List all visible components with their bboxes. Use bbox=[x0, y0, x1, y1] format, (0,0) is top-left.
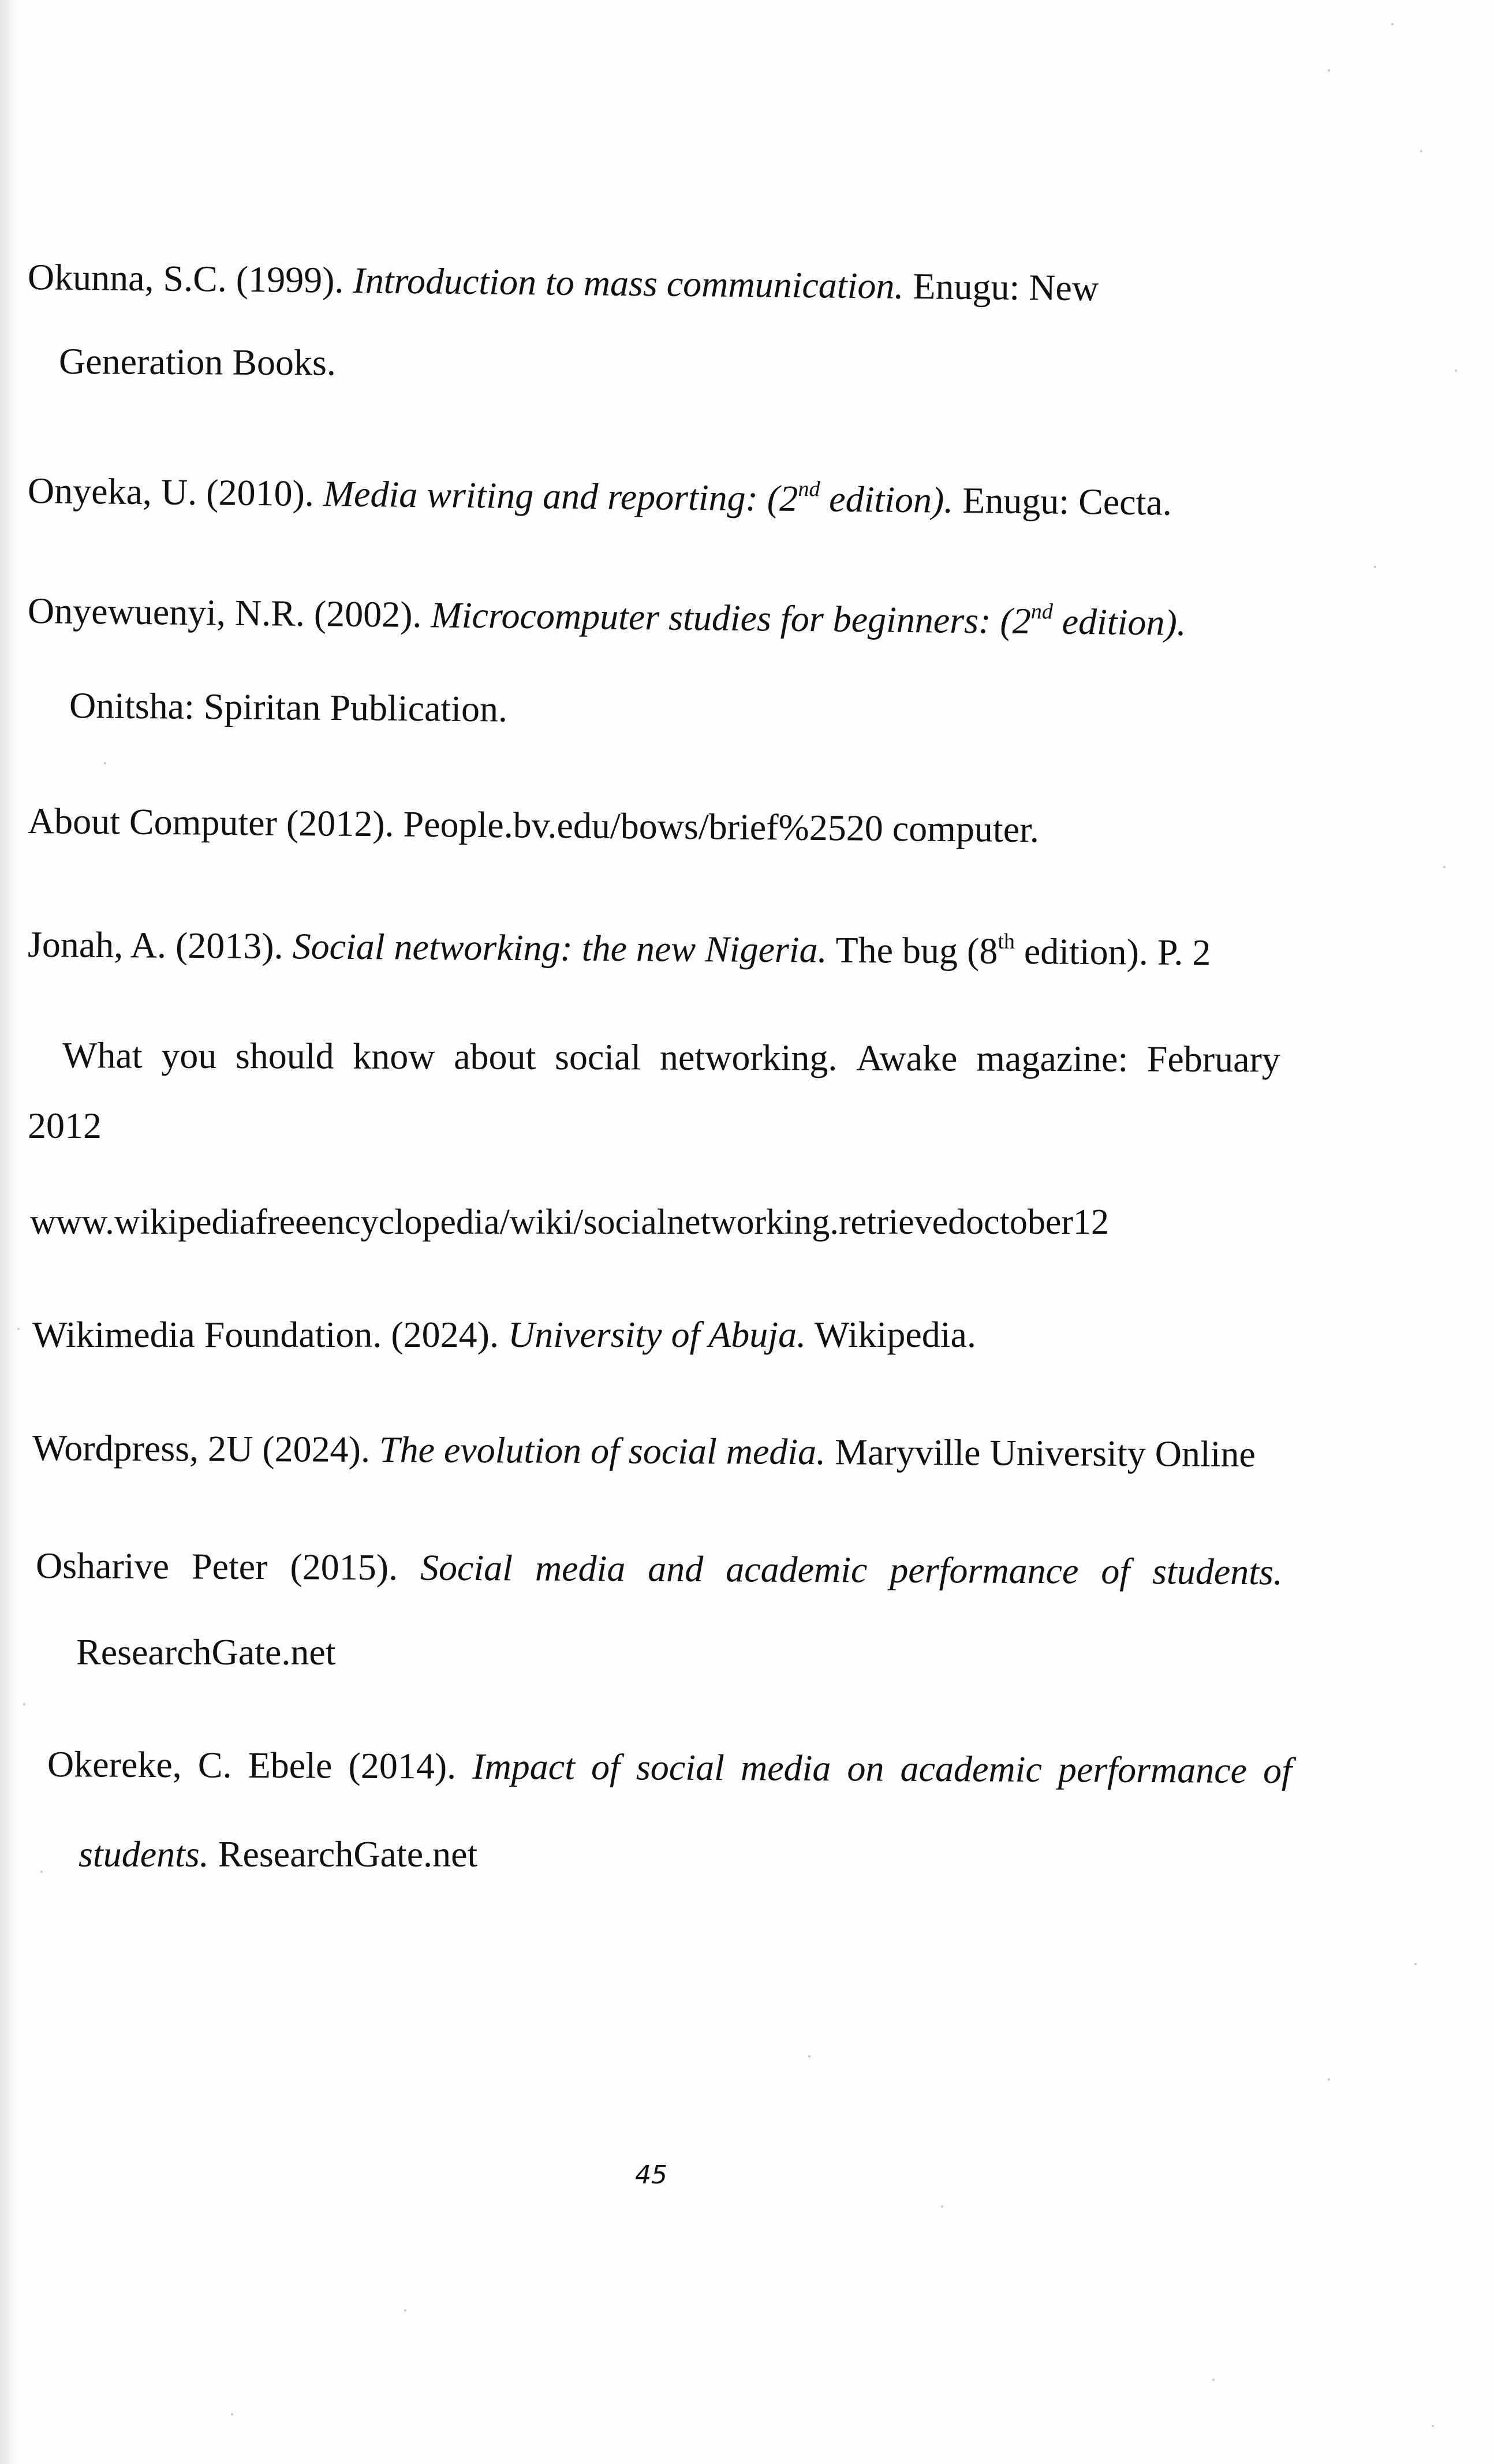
reference-jonah: Jonah, A. (2013). Social networking: the new Nigeria. The bug (8th edition). P. 2 bbox=[27, 924, 1211, 973]
reference-wordpress: Wordpress, 2U (2024). The evolution of social media. Maryville University Online bbox=[32, 1427, 1256, 1475]
reference-word: academic bbox=[726, 1548, 868, 1591]
reference-word: and bbox=[648, 1548, 704, 1590]
scan-speck bbox=[17, 1328, 20, 1330]
reference-word: media bbox=[740, 1747, 831, 1789]
reference-word: social bbox=[636, 1746, 725, 1789]
reference-word: of bbox=[591, 1746, 621, 1788]
reference-word: of bbox=[1101, 1550, 1130, 1592]
scan-speck bbox=[404, 2309, 406, 2312]
scan-speck bbox=[1414, 1963, 1417, 1965]
scan-speck bbox=[808, 2055, 811, 2058]
scan-speck bbox=[1374, 566, 1376, 568]
reference-onyewuenyi-line1: Onyewuenyi, N.R. (2002). Microcomputer studies for beginners: (2nd edition). bbox=[27, 590, 1187, 644]
scan-speck bbox=[1212, 2379, 1215, 2381]
reference-word: (2014). bbox=[348, 1745, 457, 1787]
scan-edge-shadow bbox=[0, 0, 17, 2464]
reference-word: students. bbox=[1152, 1551, 1283, 1593]
scan-speck bbox=[1391, 23, 1394, 25]
reference-word: Ebele bbox=[248, 1744, 333, 1786]
reference-word: Okereke, bbox=[47, 1744, 182, 1786]
reference-word: performance bbox=[890, 1549, 1079, 1592]
reference-wikipedia-url: www.wikipediafreeencyclopedia/wiki/socialnetworking.retrievedoctober12 bbox=[30, 1203, 1110, 1242]
scan-speck bbox=[941, 2205, 943, 2208]
reference-word: media bbox=[535, 1547, 626, 1589]
reference-word: Social bbox=[420, 1547, 513, 1589]
reference-word: performance bbox=[1058, 1749, 1248, 1791]
reference-awake-line2: 2012 bbox=[28, 1105, 102, 1146]
scan-speck bbox=[1443, 866, 1446, 868]
scan-speck bbox=[1420, 150, 1422, 152]
reference-about-computer: About Computer (2012). People.bv.edu/bows/brief%2520 computer. bbox=[27, 800, 1040, 850]
scan-speck bbox=[231, 2413, 233, 2416]
reference-word: C. bbox=[197, 1744, 232, 1786]
scan-speck bbox=[1328, 2078, 1330, 2081]
reference-onyeka: Onyeka, U. (2010). Media writing and reporting: (2nd edition). Enugu: Cecta. bbox=[27, 470, 1172, 523]
reference-word: academic bbox=[900, 1748, 1043, 1790]
reference-wikimedia: Wikimedia Foundation. (2024). University of Abuja. Wikipedia. bbox=[32, 1314, 976, 1355]
reference-osharive-line1 bbox=[36, 1547, 1283, 1591]
scan-speck bbox=[40, 1871, 43, 1873]
reference-okunna-line1: Okunna, S.C. (1999). Introduction to mass communication. Enugu: New bbox=[27, 256, 1099, 309]
reference-word: Impact bbox=[472, 1745, 576, 1787]
reference-word: Osharive bbox=[35, 1545, 170, 1587]
scan-speck bbox=[104, 762, 106, 764]
reference-awake-line1: What you should know about social networking. Awake magazine: February bbox=[62, 1035, 1281, 1080]
scan-speck bbox=[1328, 69, 1330, 72]
reference-word: of bbox=[1263, 1750, 1293, 1791]
reference-okereke-line1 bbox=[47, 1746, 1292, 1789]
page-number: 45 bbox=[635, 2160, 667, 2190]
reference-okunna-line2: Generation Books. bbox=[58, 341, 337, 383]
reference-osharive-line2: ResearchGate.net bbox=[76, 1632, 336, 1672]
reference-word: on bbox=[847, 1748, 884, 1789]
reference-onyewuenyi-line2: Onitsha: Spiritan Publication. bbox=[69, 685, 508, 730]
reference-word: (2015). bbox=[290, 1546, 398, 1588]
scan-speck bbox=[1455, 369, 1457, 372]
scan-speck bbox=[23, 1703, 25, 1705]
reference-word: Peter bbox=[191, 1545, 268, 1588]
scan-speck bbox=[1432, 2425, 1434, 2427]
reference-okereke-line2: students. ResearchGate.net bbox=[79, 1834, 478, 1875]
